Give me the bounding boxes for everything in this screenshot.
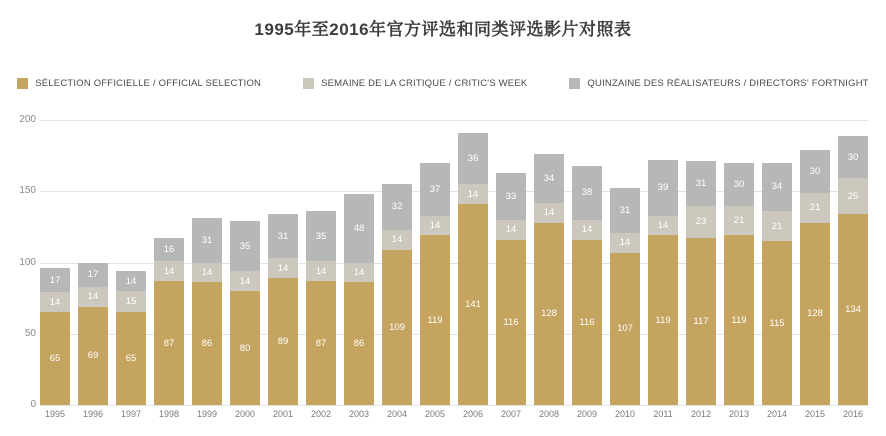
bar-segment[interactable]: 21 — [762, 211, 792, 241]
bar-group[interactable] — [192, 120, 222, 405]
bar-segment[interactable]: 14 — [116, 271, 146, 291]
bar-segment[interactable]: 36 — [458, 133, 488, 184]
bar-segment[interactable]: 128 — [534, 223, 564, 405]
bar-group[interactable] — [648, 120, 678, 405]
bar-segment[interactable]: 119 — [420, 235, 450, 405]
bar-segment[interactable]: 31 — [192, 218, 222, 262]
x-axis-tick-label: 2013 — [728, 409, 750, 419]
bar-segment[interactable]: 31 — [268, 214, 298, 258]
bar-segment[interactable]: 34 — [762, 163, 792, 211]
x-axis-tick-label: 2011 — [653, 409, 673, 419]
bar-segment[interactable]: 80 — [230, 291, 260, 405]
bar-group[interactable] — [800, 120, 830, 405]
bar-segment[interactable]: 38 — [572, 166, 602, 220]
bar-group[interactable] — [268, 120, 298, 405]
x-axis-tick-label: 2009 — [576, 409, 598, 419]
bar-segment[interactable]: 14 — [40, 292, 70, 312]
y-axis-tick-label: 100 — [19, 256, 36, 268]
x-axis-tick-label: 2015 — [804, 409, 826, 419]
x-axis-tick-label: 2007 — [500, 409, 522, 419]
bar-group[interactable] — [762, 120, 792, 405]
x-axis-tick-label: 1999 — [196, 409, 218, 419]
x-axis-tick-label: 2008 — [538, 409, 560, 419]
bar-group[interactable] — [420, 120, 450, 405]
bar-group[interactable] — [496, 120, 526, 405]
bar-segment[interactable]: 14 — [306, 261, 336, 281]
x-axis-tick-label: 2010 — [614, 409, 636, 419]
bar-segment[interactable]: 34 — [534, 154, 564, 202]
bar-segment[interactable]: 30 — [838, 136, 868, 179]
legend-item[interactable] — [569, 78, 868, 89]
bar-segment[interactable]: 21 — [800, 193, 830, 223]
bar-segment[interactable]: 14 — [154, 261, 184, 281]
bar-segment[interactable]: 14 — [458, 184, 488, 204]
bar-segment[interactable]: 14 — [534, 203, 564, 223]
bar-segment[interactable]: 86 — [344, 282, 374, 405]
bar-segment[interactable]: 31 — [686, 161, 716, 205]
bar-group[interactable] — [838, 120, 868, 405]
x-axis-tick-label: 1995 — [44, 409, 66, 419]
bar-segment[interactable]: 14 — [382, 230, 412, 250]
legend-swatch-icon — [569, 78, 580, 89]
bar-segment[interactable]: 14 — [230, 271, 260, 291]
x-axis-tick-label: 2016 — [842, 409, 864, 419]
bar-group[interactable] — [40, 120, 70, 405]
x-axis-tick-label: 2012 — [690, 409, 712, 419]
plot-area — [19, 114, 868, 410]
legend-item[interactable] — [303, 78, 527, 89]
x-axis-labels — [40, 409, 868, 427]
x-axis-tick-label: 2006 — [462, 409, 484, 419]
bar-segment[interactable]: 119 — [724, 235, 754, 405]
bar-segment[interactable]: 14 — [648, 216, 678, 236]
bar-group[interactable] — [458, 120, 488, 405]
legend-swatch-icon — [17, 78, 28, 89]
bar-group[interactable] — [382, 120, 412, 405]
bar-group[interactable] — [610, 120, 640, 405]
y-axis-tick-label: 50 — [24, 327, 36, 339]
bar-segment[interactable]: 17 — [40, 268, 70, 292]
bar-segment[interactable]: 87 — [306, 281, 336, 405]
bar-segment[interactable]: 69 — [78, 307, 108, 405]
legend-swatch-icon — [303, 78, 314, 89]
bar-segment[interactable]: 107 — [610, 253, 640, 405]
bar-segment[interactable]: 31 — [610, 188, 640, 232]
x-axis-tick-label: 2014 — [766, 409, 788, 419]
bar-segment[interactable]: 86 — [192, 282, 222, 405]
legend-label: SÉLECTION OFFICIELLE / OFFICIAL SELECTION — [35, 78, 262, 89]
x-axis-tick-label: 2005 — [424, 409, 446, 419]
x-axis-tick-label: 1997 — [120, 409, 142, 419]
bar-segment[interactable]: 14 — [192, 263, 222, 283]
bar-segment[interactable]: 14 — [344, 263, 374, 283]
bar-segment[interactable]: 14 — [268, 258, 298, 278]
bar-segment[interactable]: 30 — [800, 150, 830, 193]
bar-segment[interactable]: 14 — [572, 220, 602, 240]
bar-segment[interactable]: 15 — [116, 291, 146, 312]
x-axis-tick-label: 2000 — [234, 409, 256, 419]
bar-segment[interactable]: 115 — [762, 241, 792, 405]
bar-group[interactable] — [306, 120, 336, 405]
bar-segment[interactable]: 21 — [724, 206, 754, 236]
bar-segment[interactable]: 116 — [496, 240, 526, 405]
bar-group[interactable] — [154, 120, 184, 405]
bar-segment[interactable]: 39 — [648, 160, 678, 216]
bar-segment[interactable]: 14 — [420, 216, 450, 236]
bar-segment[interactable]: 30 — [724, 163, 754, 206]
x-axis-tick-label: 1996 — [82, 409, 104, 419]
bar-segment[interactable]: 128 — [800, 223, 830, 405]
bar-group[interactable] — [534, 120, 564, 405]
legend-label: SEMAINE DE LA CRITIQUE / CRITIC'S WEEK — [321, 78, 528, 89]
chart-legend — [0, 78, 886, 89]
bar-segment[interactable]: 17 — [78, 263, 108, 287]
bar-segment[interactable]: 32 — [382, 184, 412, 230]
y-axis-tick-label: 0 — [30, 399, 36, 410]
chart-title: 1995年至2016年官方评选和同类评选影片对照表 — [254, 20, 632, 39]
bar-segment[interactable]: 16 — [154, 238, 184, 261]
bar-segment[interactable]: 14 — [610, 233, 640, 253]
bar-series-area — [40, 120, 868, 405]
legend-label: QUINZAINE DES RÉALISATEURS / DIRECTORS' FORTNIGHT — [587, 78, 869, 89]
bar-segment[interactable]: 37 — [420, 163, 450, 216]
gridline — [40, 405, 868, 406]
bar-segment[interactable]: 65 — [40, 312, 70, 405]
bar-group[interactable] — [116, 120, 146, 405]
legend-item[interactable] — [17, 78, 261, 89]
bar-segment[interactable]: 23 — [686, 206, 716, 239]
bar-segment[interactable]: 33 — [496, 173, 526, 220]
bar-group[interactable] — [724, 120, 754, 405]
bar-group[interactable] — [344, 120, 374, 405]
bar-group[interactable] — [230, 120, 260, 405]
x-axis-tick-label: 2003 — [348, 409, 370, 419]
bar-segment[interactable]: 117 — [686, 238, 716, 405]
x-axis-tick-label: 2001 — [272, 409, 294, 419]
y-axis-tick-label: 200 — [19, 114, 36, 125]
bar-group[interactable] — [572, 120, 602, 405]
bar-group[interactable] — [78, 120, 108, 405]
bar-segment[interactable]: 14 — [496, 220, 526, 240]
bar-segment[interactable]: 134 — [838, 214, 868, 405]
bar-segment[interactable]: 119 — [648, 235, 678, 405]
bar-segment[interactable]: 65 — [116, 312, 146, 405]
bar-segment[interactable]: 48 — [344, 194, 374, 262]
bar-segment[interactable]: 141 — [458, 204, 488, 405]
bar-segment[interactable]: 87 — [154, 281, 184, 405]
bar-segment[interactable]: 35 — [230, 221, 260, 271]
y-axis-tick-label: 150 — [19, 185, 36, 197]
x-axis-tick-label: 2002 — [310, 409, 332, 419]
bar-segment[interactable]: 25 — [838, 178, 868, 214]
bar-segment[interactable]: 89 — [268, 278, 298, 405]
x-axis-tick-label: 1998 — [158, 409, 180, 419]
bar-segment[interactable]: 116 — [572, 240, 602, 405]
x-axis-tick-label: 2004 — [386, 409, 408, 419]
bar-group[interactable] — [686, 120, 716, 405]
bar-segment[interactable]: 35 — [306, 211, 336, 261]
bar-segment[interactable]: 14 — [78, 287, 108, 307]
bar-segment[interactable]: 109 — [382, 250, 412, 405]
